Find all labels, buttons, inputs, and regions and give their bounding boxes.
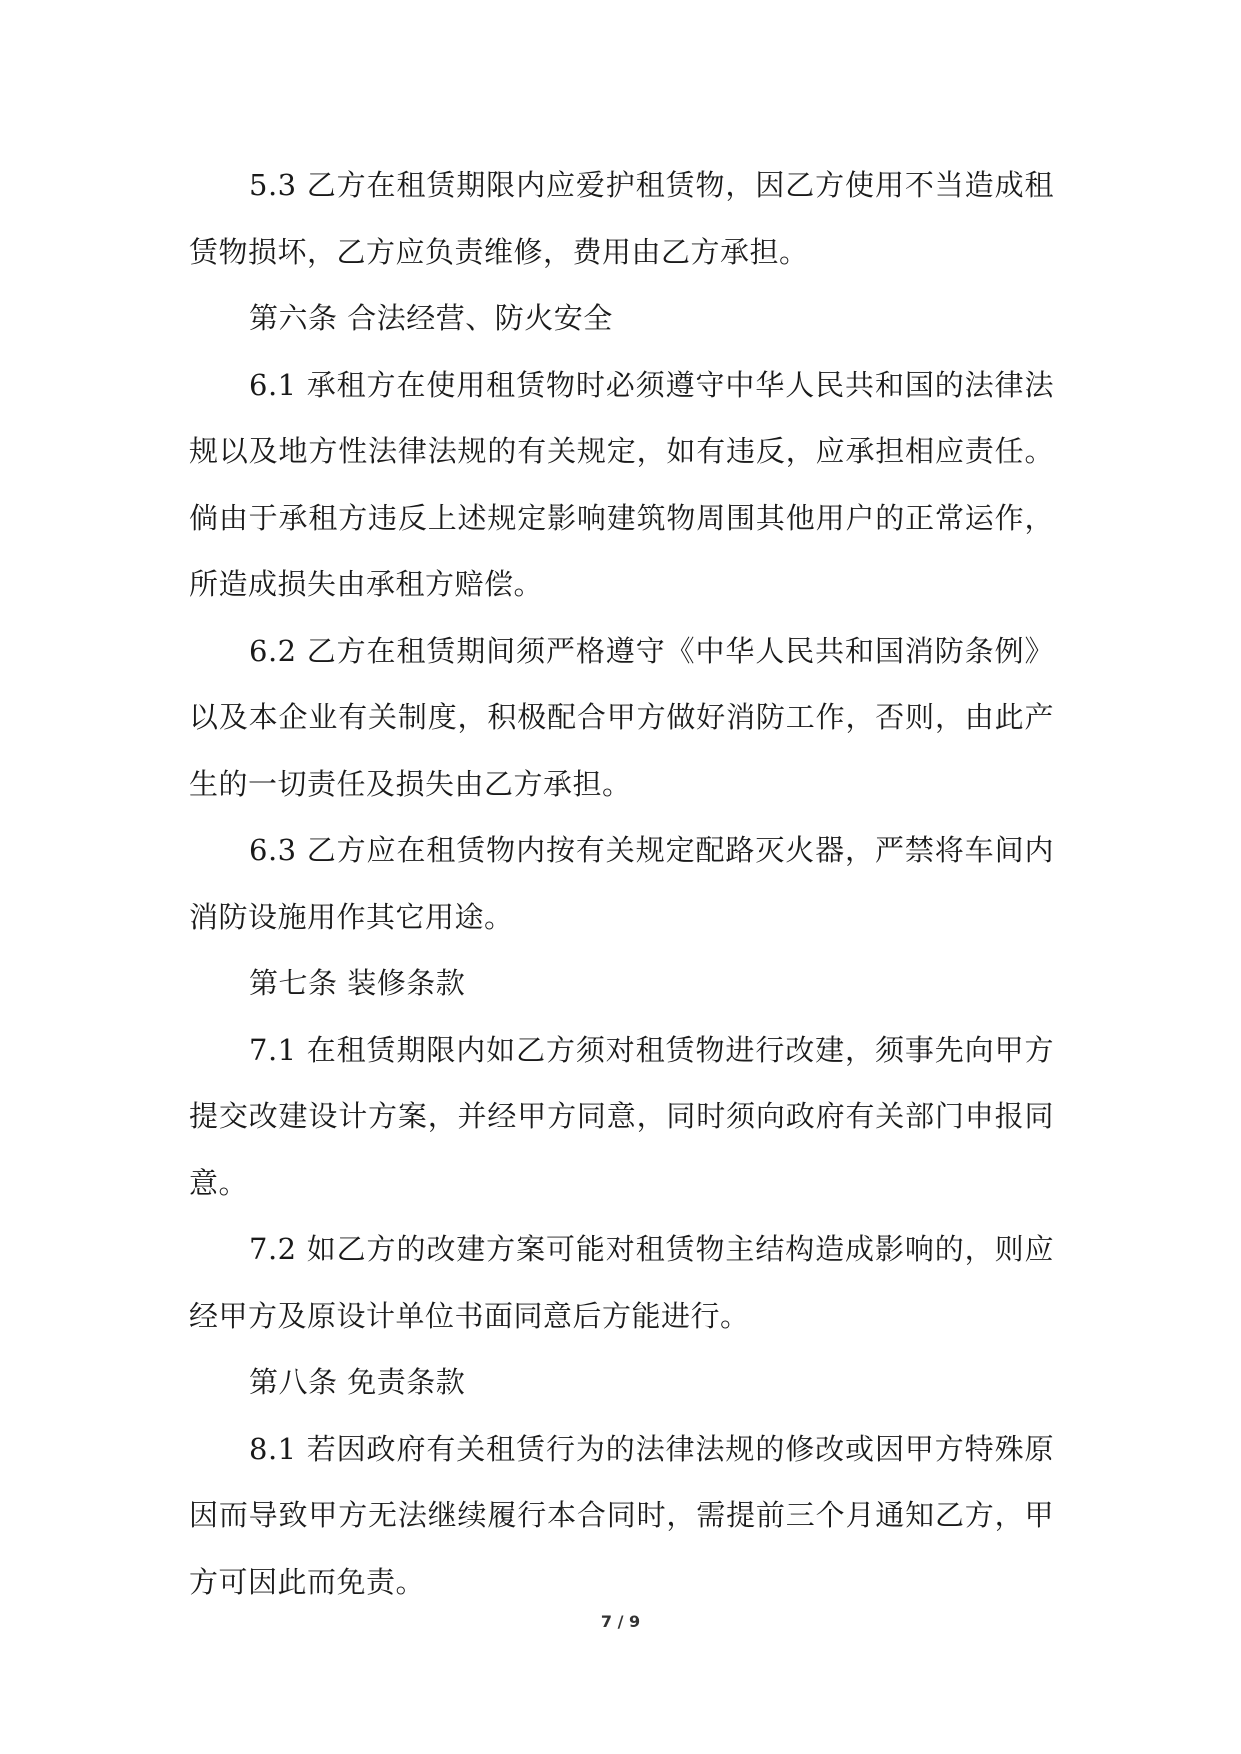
clause-8-1: 8.1 若因政府有关租赁行为的法律法规的修改或因甲方特殊原因而导致甲方无法继续履行本合同时，需提前三个月通知乙方，甲方可因此而免责。 <box>189 1431 1054 1599</box>
clause-5-3: 5.3 乙方在租赁期限内应爱护租赁物，因乙方使用不当造成租赁物损坏，乙方应负责维修，费用由乙方承担。 <box>189 168 1054 269</box>
clause-7-1: 7.1 在租赁期限内如乙方须对租赁物进行改建，须事先向甲方提交改建设计方案，并经甲方同意，同时须向政府有关部门申报同意。 <box>189 1032 1054 1200</box>
article-7-heading: 第七条 装修条款 <box>249 966 466 1000</box>
page-number: 7 / 9 <box>600 1612 641 1631</box>
article-6-heading: 第六条 合法经营、防火安全 <box>249 301 613 335</box>
clause-6-1: 6.1 承租方在使用租赁物时必须遵守中华人民共和国的法律法规以及地方性法律法规的有关规定，如有违反，应承担相应责任。倘由于承租方违反上述规定影响建筑物周围其他用户的正常运作，所造成损失由承租方赔偿。 <box>189 367 1054 601</box>
clause-7-2: 7.2 如乙方的改建方案可能对租赁物主结构造成影响的，则应经甲方及原设计单位书面同意后方能进行。 <box>189 1232 1054 1333</box>
clause-6-2: 6.2 乙方在租赁期间须严格遵守《中华人民共和国消防条例》以及本企业有关制度，积极配合甲方做好消防工作，否则，由此产生的一切责任及损失由乙方承担。 <box>189 633 1054 801</box>
clause-6-3: 6.3 乙方应在租赁物内按有关规定配路灭火器，严禁将车间内消防设施用作其它用途。 <box>189 833 1054 934</box>
document-body <box>189 152 1054 1615</box>
article-8-heading: 第八条 免责条款 <box>249 1365 466 1399</box>
